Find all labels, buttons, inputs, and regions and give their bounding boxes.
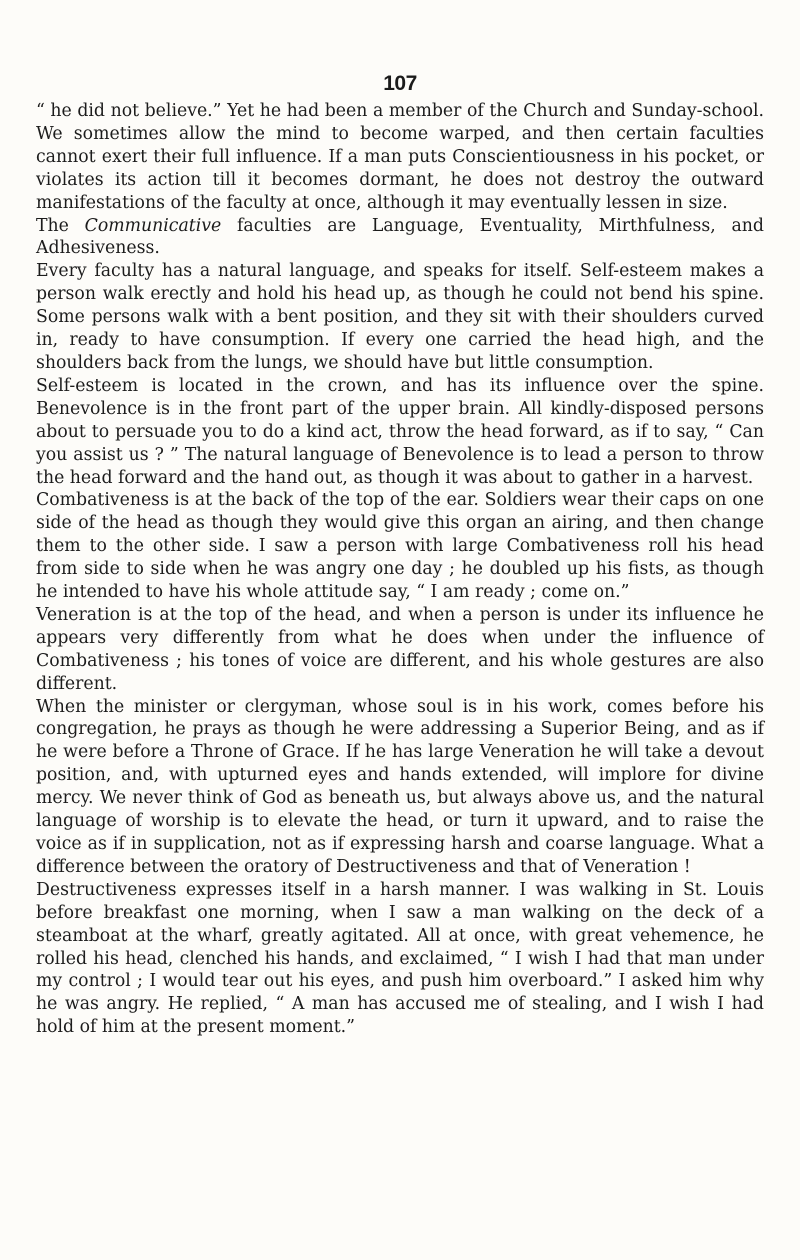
- paragraph-8: Destructiveness expresses itself in a harsh manner. I was walking in St. Louis before breakfast one morning, when I saw a man walking on the deck of a steamboat at the wharf, greatly agitated. All at once, with great vehemence, he rolled his head, clenched his hands, and exclaimed, “ I wish I had that man under my control ; I would tear out his eyes, and push him overboard.” I asked him why he was angry. He replied, “ A man has accused me of stealing, and I wish I had hold of him at the present moment.”: [36, 879, 764, 1038]
- paragraph-5: Combativeness is at the back of the top of the ear. Soldiers wear their caps on one side of the head as though they would give this organ an airing, and then change them to the other side. I saw a person with large Combativeness roll his head from side to side when he was angry one day ; he doubled up his fists, as though he intended to have his whole attitude say, “ I am ready ; come on.”: [36, 490, 764, 603]
- paragraph-7: When the minister or clergyman, whose soul is in his work, comes before his congregation, he prays as though he were addressing a Superior Being, and as if he were before a Throne of Grace. If he has large Veneration he will take a devout position, and, with upturned eyes and hands extended, will implore for divine mercy. We never think of God as beneath us, but always above us, and the natural language of worship is to elevate the head, or turn it upward, and to raise the voice as if in supplication, not as if expressing harsh and coarse language. What a difference between the oratory of Destructiveness and that of Veneration !: [36, 696, 764, 877]
- page-number: 107: [383, 72, 417, 95]
- paragraph-3: Every faculty has a natural language, and speaks for itself. Self-esteem makes a person walk erectly and hold his head up, as though he could not bend his spine. Some persons walk with a bent position, and they sit with their shoulders curved in, ready to have consumption. If every one carried the head high, and the shoulders back from the lungs, we should have but little consumption.: [36, 261, 764, 373]
- paragraph-4: Self-esteem is located in the crown, and has its influence over the spine. Benevolence is in the front part of the upper brain. All kindly-disposed persons about to persuade you to do a kind act, throw the head forward, as if to say, “ Can you assist us ? ” The natural language of Benevolence is to lead a person to throw the head forward and the hand out, as though it was about to gather in a harvest.: [36, 375, 764, 488]
- paragraph-6: Veneration is at the top of the head, and when a person is under its influence he appears very differently from what he does when under the influence of Combativeness ; his tones of voice are different, and his whole gestures are also different.: [36, 604, 764, 694]
- paragraph-2-rest: faculties are Language, Eventuality, Mirthfulness, and Adhesiveness.: [36, 215, 764, 259]
- paragraph-1: “ he did not believe.” Yet he had been a member of the Church and Sunday-school. We sometimes allow the mind to become warped, and then certain faculties cannot exert their full influence. If a man puts Conscientiousness in his pocket, or violates its action till it becomes dormant, he does not destroy the outward manifestations of the faculty at once, although it may eventually lessen in size.: [36, 101, 764, 213]
- body-text: [36, 100, 764, 1039]
- paragraph-2: [36, 215, 764, 261]
- paragraph-2-lead: The: [36, 215, 85, 236]
- paragraph-2-italic: Communicative: [84, 215, 222, 236]
